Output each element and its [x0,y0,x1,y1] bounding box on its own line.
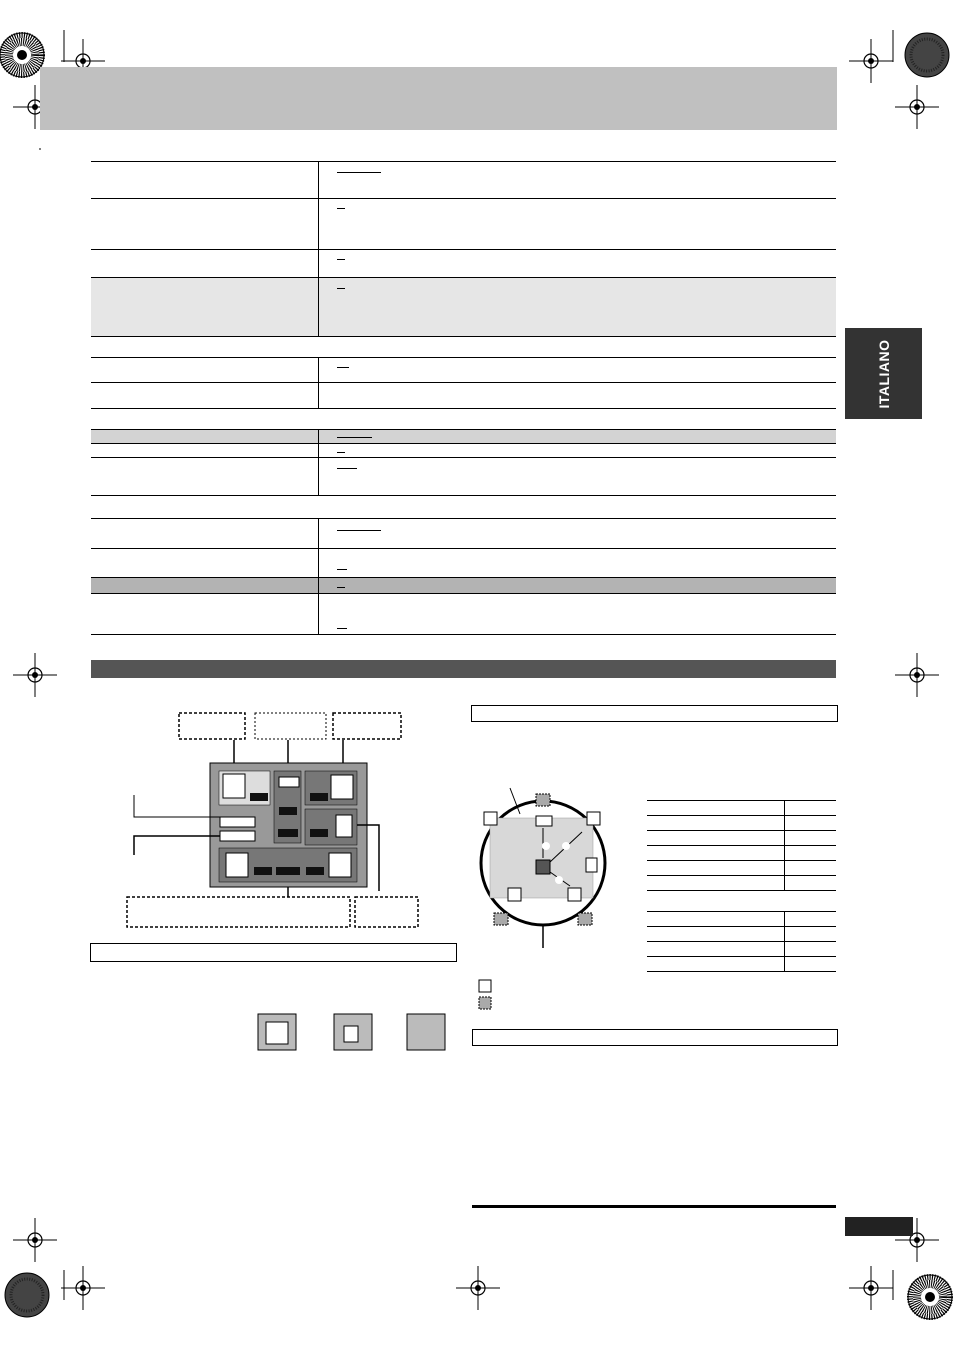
default-value-mark [337,172,381,173]
subsection-label-box [472,1029,838,1046]
table-row-shade [91,278,836,336]
speaker-placement-diagram [470,780,620,950]
table-column-divider [318,518,319,634]
table-divider [91,249,836,250]
table-divider [91,593,836,594]
default-value-mark [337,259,345,260]
table-column-divider [318,429,319,495]
default-value-mark [337,530,381,531]
table-column-divider [318,357,319,408]
table-divider [91,577,836,578]
table-divider [91,357,836,358]
footer-rule [472,1205,836,1208]
section-heading-bar [91,660,836,678]
table-row-shade [91,578,836,593]
table-row-shade [91,430,836,443]
default-value-mark [337,367,349,368]
page-number-tab [845,1217,913,1236]
default-value-mark [337,468,357,469]
table-divider [91,634,836,635]
speaker-size-icons [256,1012,446,1054]
speaker-table-2 [647,911,836,972]
header-band [40,67,837,130]
table-divider [91,443,836,444]
subsection-label-box [471,705,838,722]
default-value-mark [337,628,347,629]
placement-legend-icons [476,978,496,1012]
table-divider [91,277,836,278]
speaker-table-1 [647,800,836,891]
table-divider [91,548,836,549]
default-value-mark [337,452,345,453]
default-value-mark [337,208,345,209]
table-column-divider [318,161,319,336]
table-divider [91,408,836,409]
table-divider [91,429,836,430]
language-tab [845,328,922,419]
table-divider [91,161,836,162]
default-value-mark [337,437,372,438]
table-divider [91,518,836,519]
display-layout-diagram [88,705,463,935]
subsection-label-box [90,943,457,962]
table-divider [91,336,836,337]
default-value-mark [337,569,347,570]
table-divider [91,457,836,458]
default-value-mark [337,587,345,588]
table-divider [91,382,836,383]
default-value-mark [337,288,345,289]
table-divider [91,495,836,496]
table-divider [91,198,836,199]
language-tab-label: ITALIANO [875,338,892,409]
